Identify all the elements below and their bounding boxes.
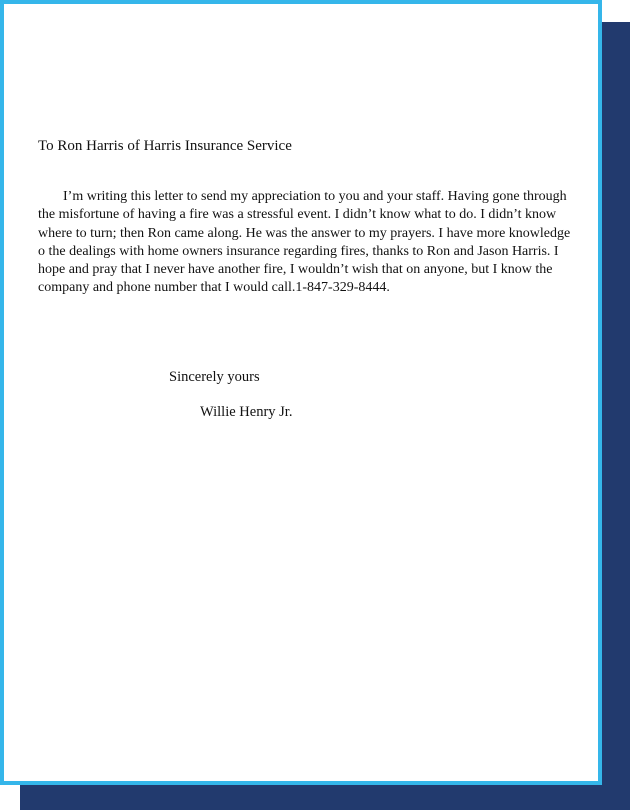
letter-body (38, 137, 578, 298)
letter-signature: Willie Henry Jr. (200, 404, 293, 420)
letter-salutation: To Ron Harris of Harris Insurance Service (38, 138, 292, 154)
letter-paragraph: I’m writing this letter to send my appreciation to you and your staff. Having gone through the misfortune of having a fire was a stressful event. I didn’t know what to do. I didn’t know where to turn; then Ron came along. He was the answer to my prayers. I have more knowledge o the dealings with home owners insurance regarding fires, thanks to Ron and Jason Harris. I hope and pray that I never have another fire, I wouldn’t wish that on anyone, but I know the company and phone number that I would call.1-847-329-8444. (38, 189, 571, 296)
letter-closing: Sincerely yours (169, 369, 260, 385)
